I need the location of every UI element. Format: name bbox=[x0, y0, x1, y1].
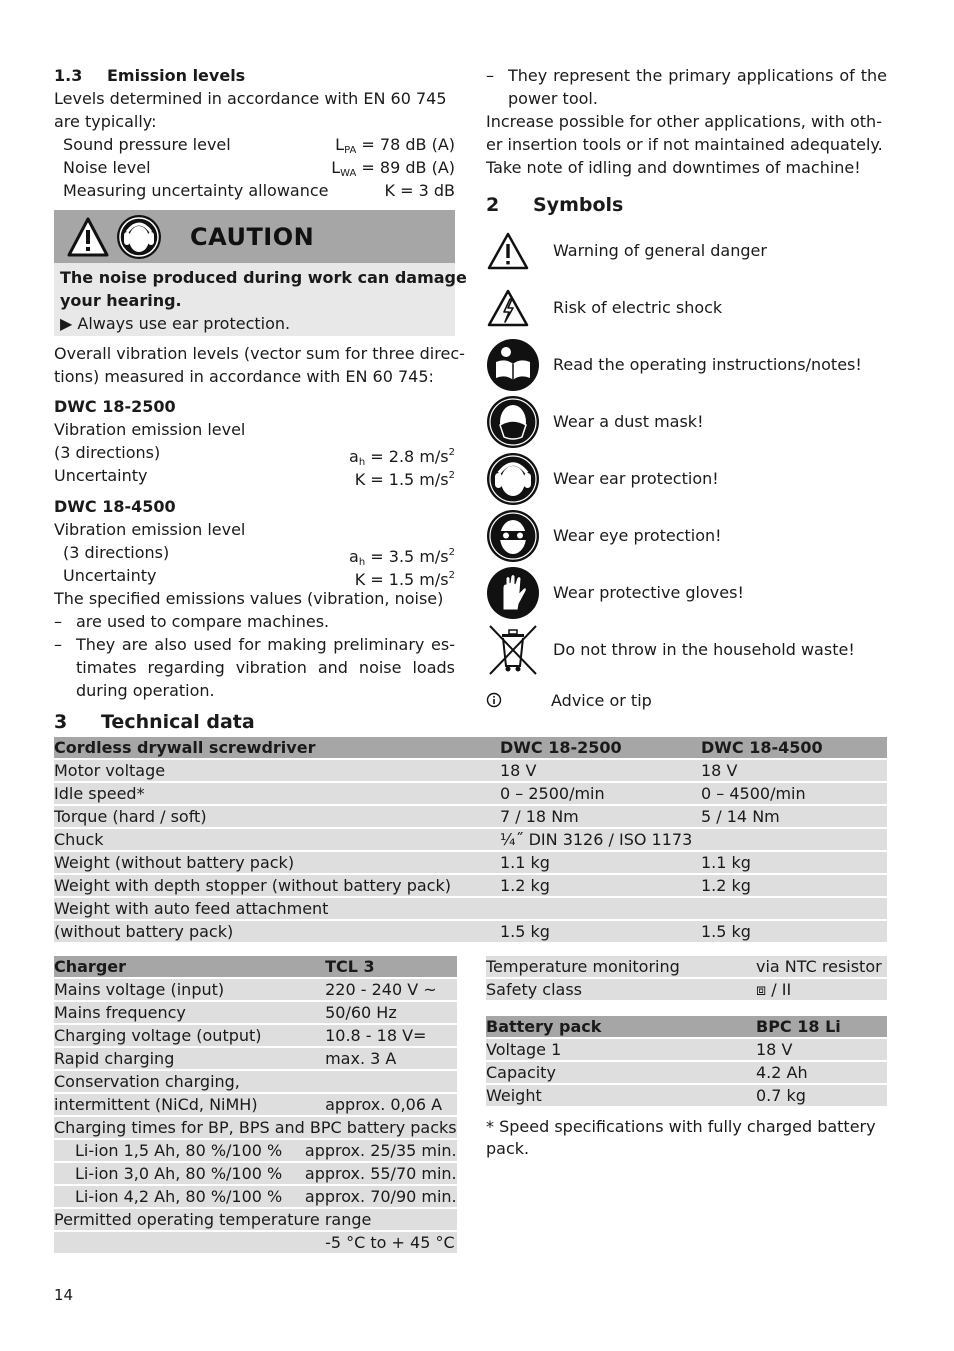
model-heading: DWC 18-4500 bbox=[54, 497, 176, 516]
table-row: Conservation charging, bbox=[54, 1071, 457, 1092]
emission-row: Measuring uncertainty allowance K = 3 dB bbox=[63, 181, 455, 200]
symbol-item bbox=[486, 450, 887, 507]
spec-text: The specified emissions values (vibration, noise) bbox=[54, 589, 444, 608]
info-icon bbox=[486, 692, 502, 708]
table-row: Charging times for BP, BPS and BPC battery packs bbox=[54, 1118, 457, 1137]
table-row: Weight (without battery pack) 1.1 kg 1.1 kg bbox=[54, 852, 887, 873]
caution-bullet: ▶ Always use ear protection. bbox=[60, 314, 291, 333]
caution-header bbox=[54, 210, 455, 263]
page-number: 14 bbox=[54, 1286, 74, 1304]
symbol-item bbox=[486, 564, 887, 621]
table-row: Li-ion 1,5 Ah, 80 %/100 % approx. 25/35 min. bbox=[54, 1140, 457, 1161]
caution-text: your hearing. bbox=[60, 291, 182, 310]
table-row: Chuck ¼˝ DIN 3126 / ISO 1173 bbox=[54, 829, 887, 850]
section-heading-symbols: 2 Symbols bbox=[486, 194, 624, 216]
table-header: Charger TCL 3 bbox=[54, 956, 457, 977]
ear-protection-icon bbox=[116, 214, 162, 260]
warning-triangle-icon bbox=[486, 231, 530, 271]
emission-intro: are typically: bbox=[54, 112, 157, 131]
table-row: -5 °C to + 45 °C bbox=[54, 1232, 457, 1253]
table-row: Mains voltage (input) 220 - 240 V ~ bbox=[54, 979, 457, 1000]
table-row: Permitted operating temperature range bbox=[54, 1209, 457, 1230]
right-column bbox=[486, 64, 887, 722]
dash-item: – They represent the primary applications of the power tool. bbox=[486, 66, 887, 108]
eye-protection-icon bbox=[486, 509, 540, 563]
table-row: Safety class ⧈ / II bbox=[486, 979, 887, 1000]
vibration-row: (3 directions) $a_h = 2.8$ $m/s^2$ bbox=[54, 443, 455, 468]
dash-item: – are used to compare machines. bbox=[54, 612, 330, 631]
symbol-item bbox=[486, 336, 887, 393]
battery-table bbox=[486, 1014, 887, 1108]
model-heading: DWC 18-2500 bbox=[54, 397, 176, 416]
vibration-intro: tions) measured in accordance with EN 60 745: bbox=[54, 367, 434, 386]
table-header: Cordless drywall screwdriver DWC 18-2500 DWC 18-4500 bbox=[54, 737, 887, 758]
emission-intro: Levels determined in accordance with EN 60 745 bbox=[54, 89, 447, 108]
dust-mask-icon bbox=[486, 395, 540, 449]
symbol-label: Risk of electric shock bbox=[553, 298, 723, 317]
caution-box bbox=[54, 210, 467, 336]
left-column bbox=[54, 64, 467, 702]
read-manual-icon bbox=[486, 338, 540, 392]
symbol-label: Wear ear protection! bbox=[553, 469, 719, 488]
body-text: Take note of idling and downtimes of machine! bbox=[486, 158, 861, 177]
symbol-item bbox=[486, 621, 887, 678]
warning-triangle-icon bbox=[66, 216, 110, 258]
table-row: Li-ion 4,2 Ah, 80 %/100 % approx. 70/90 min. bbox=[54, 1186, 457, 1207]
symbol-label: Wear protective gloves! bbox=[553, 583, 744, 602]
symbol-item bbox=[486, 678, 887, 722]
table-row: Torque (hard / soft) 7 / 18 Nm 5 / 14 Nm bbox=[54, 806, 887, 827]
symbol-label: Advice or tip bbox=[551, 690, 652, 710]
symbol-label: Read the operating instructions/notes! bbox=[553, 355, 862, 374]
gloves-icon bbox=[486, 566, 540, 620]
symbol-label: Do not throw in the household waste! bbox=[553, 640, 855, 659]
vibration-row: (3 directions) $a_h = 3.5$ $m/s^2$ bbox=[63, 543, 455, 568]
table-row: Rapid charging max. 3 A bbox=[54, 1048, 457, 1069]
table-row: Idle speed* 0 – 2500/min 0 – 4500/min bbox=[54, 783, 887, 804]
table-row: Mains frequency 50/60 Hz bbox=[54, 1002, 457, 1023]
charger-extra-table bbox=[486, 954, 887, 1002]
symbol-item bbox=[486, 279, 887, 336]
dash-item: – They are also used for making preliminary es-timates regarding vibration and noise loads during operation. bbox=[54, 635, 455, 700]
table-row: (without battery pack) 1.5 kg 1.5 kg bbox=[54, 921, 887, 942]
vibration-label: Vibration emission level bbox=[54, 520, 246, 539]
vibration-row: Uncertainty K = 1.5 $m/s^2$ bbox=[54, 466, 455, 489]
section-heading-emission: 1.3 Emission levels bbox=[54, 66, 246, 85]
symbol-label: Wear eye protection! bbox=[553, 526, 722, 545]
table-row: Charging voltage (output) 10.8 - 18 V= bbox=[54, 1025, 457, 1046]
crossed-bin-icon bbox=[486, 622, 540, 678]
table-row: intermittent (NiCd, NiMH) approx. 0,06 A bbox=[54, 1094, 457, 1115]
footnote: * Speed specifications with fully charged battery pack. bbox=[486, 1117, 876, 1158]
technical-data-table bbox=[54, 735, 887, 944]
symbol-label: Warning of general danger bbox=[553, 241, 767, 260]
emission-row: Noise level $L_{WA} = 89$ dB (A) bbox=[63, 158, 455, 179]
table-row: Motor voltage 18 V 18 V bbox=[54, 760, 887, 781]
table-header: Battery pack BPC 18 Li bbox=[486, 1016, 887, 1037]
table-row: Voltage 1 18 V bbox=[486, 1039, 887, 1060]
caution-text: The noise produced during work can damage bbox=[60, 268, 467, 287]
table-row: Weight 0.7 kg bbox=[486, 1085, 887, 1106]
caution-title: CAUTION bbox=[190, 222, 315, 251]
symbol-item bbox=[486, 507, 887, 564]
vibration-row: Uncertainty K = 1.5 $m/s^2$ bbox=[63, 566, 455, 589]
vibration-label: Vibration emission level bbox=[54, 420, 246, 439]
table-row: Weight with depth stopper (without battery pack) 1.2 kg 1.2 kg bbox=[54, 875, 887, 896]
electric-shock-icon bbox=[486, 288, 530, 328]
section-heading-technical-data: 3 Technical data bbox=[54, 711, 255, 733]
symbol-item bbox=[486, 222, 887, 279]
table-row: Li-ion 3,0 Ah, 80 %/100 % approx. 55/70 min. bbox=[54, 1163, 457, 1184]
table-row: Temperature monitoring via NTC resistor bbox=[486, 956, 887, 977]
charger-table bbox=[54, 954, 455, 1255]
table-row: Capacity 4.2 Ah bbox=[486, 1062, 887, 1083]
vibration-intro: Overall vibration levels (vector sum for three direc- bbox=[54, 344, 465, 363]
body-text: Increase possible for other applications, with oth- bbox=[486, 112, 882, 131]
symbol-item bbox=[486, 393, 887, 450]
symbol-label: Wear a dust mask! bbox=[553, 412, 704, 431]
emission-row: Sound pressure level $L_{PA} = 78$ dB (A) bbox=[63, 135, 455, 156]
table-row: Weight with auto feed attachment bbox=[54, 898, 887, 919]
ear-protection-icon bbox=[486, 452, 540, 506]
body-text: er insertion tools or if not maintained adequately. bbox=[486, 135, 883, 154]
caution-body bbox=[54, 263, 467, 336]
